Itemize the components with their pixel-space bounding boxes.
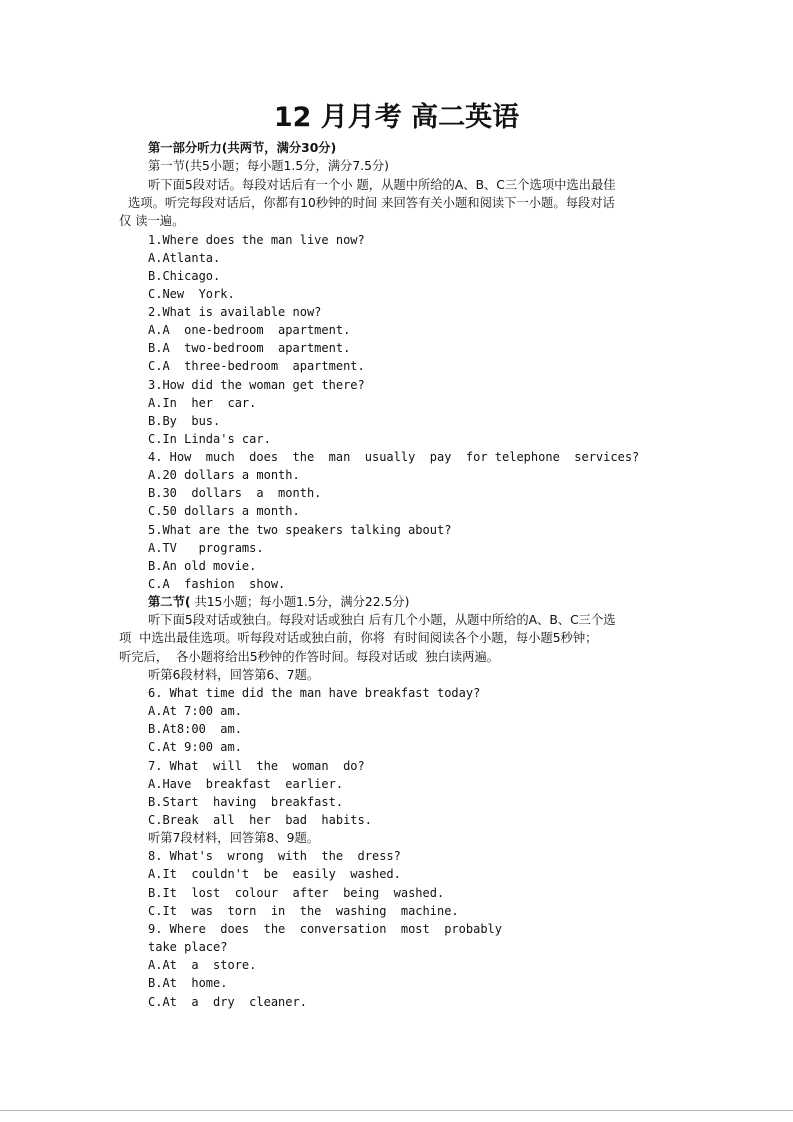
page-title: 12 月月考 高二英语 <box>273 102 520 133</box>
option-line: A.A one-bedroom apartment. <box>148 323 351 337</box>
section1-heading: 第一节(共5小题；每小题1.5分，满分7.5分) <box>148 159 389 173</box>
option-line: B.Chicago. <box>148 269 221 283</box>
section2-instruction-line: 项 中选出最佳选项。听每段对话或独白前，你将 有时间阅读各个小题，每小题5秒钟； <box>119 631 598 645</box>
option-line: C.Break all her bad habits. <box>148 813 372 827</box>
option-line: B.An old movie. <box>148 559 257 573</box>
option-line: C.In Linda's car. <box>148 432 271 446</box>
option-line: A.In her car. <box>148 396 257 410</box>
option-line: A.20 dollars a month. <box>148 468 300 482</box>
option-line: C.At 9:00 am. <box>148 740 242 754</box>
option-line: C.A three-bedroom apartment. <box>148 359 365 373</box>
question-line: 8. What's wrong with the dress? <box>148 849 401 863</box>
section2-heading-label: 第二节( <box>148 595 191 609</box>
option-line: A.At 7:00 am. <box>148 704 242 718</box>
question-line: 9. Where does the conversation most probably <box>148 922 503 936</box>
option-line: C.At a dry cleaner. <box>148 995 307 1009</box>
option-line: A.Atlanta. <box>148 251 221 265</box>
question-line: take place? <box>148 940 228 954</box>
question-line: 6. What time did the man have breakfast today? <box>148 686 481 700</box>
option-line: C.It was torn in the washing machine. <box>148 904 459 918</box>
option-line: A.TV programs. <box>148 541 264 555</box>
option-line: B.A two-bedroom apartment. <box>148 341 351 355</box>
option-line: B.30 dollars a month. <box>148 486 322 500</box>
section2-instruction-line: 听下面5段对话或独白。每段对话或独白 后有几个小题，从题中所给的A、B、C三个选 <box>148 613 616 627</box>
question-line: 2.What is available now? <box>148 305 322 319</box>
section1-instruction-line: 选项。听完每段对话后，你都有10秒钟的时间 来回答有关小题和阅读下一小题。每段对话 <box>128 196 615 210</box>
question-line: 7. What will the woman do? <box>148 759 365 773</box>
option-line: B.At8:00 am. <box>148 722 242 736</box>
option-line: B.At home. <box>148 976 228 990</box>
section1-instruction-line: 听下面5段对话。每段对话后有一个小 题，从题中所给的A、B、C三个选项中选出最佳 <box>148 178 616 192</box>
material-note: 听第7段材料，回答第8、9题。 <box>148 831 320 845</box>
section2-instruction-line: 听完后， 各小题将给出5秒钟的作答时间。每段对话或 独白读两遍。 <box>119 650 500 664</box>
part1-heading: 第一部分听力(共两节，满分30分) <box>148 141 337 155</box>
option-line: B.It lost colour after being washed. <box>148 886 445 900</box>
option-line: B.Start having breakfast. <box>148 795 344 809</box>
option-line: A.At a store. <box>148 958 257 972</box>
question-line: 3.How did the woman get there? <box>148 378 365 392</box>
option-line: C.New York. <box>148 287 235 301</box>
option-line: A.Have breakfast earlier. <box>148 777 344 791</box>
option-line: C.A fashion show. <box>148 577 286 591</box>
section2-heading <box>148 593 409 611</box>
question-line: 1.Where does the man live now? <box>148 233 365 247</box>
option-line: A.It couldn't be easily washed. <box>148 867 401 881</box>
section2-heading-detail: 共15小题；每小题1.5分，满分22.5分) <box>194 595 410 609</box>
page-bottom-rule <box>0 1110 793 1111</box>
question-line: 5.What are the two speakers talking about? <box>148 523 452 537</box>
question-line: 4. How much does the man usually pay for telephone services? <box>148 450 640 464</box>
option-line: B.By bus. <box>148 414 221 428</box>
section1-instruction-line: 仅 读一遍。 <box>119 214 185 228</box>
material-note: 听第6段材料，回答第6、7题。 <box>148 668 320 682</box>
option-line: C.50 dollars a month. <box>148 504 300 518</box>
